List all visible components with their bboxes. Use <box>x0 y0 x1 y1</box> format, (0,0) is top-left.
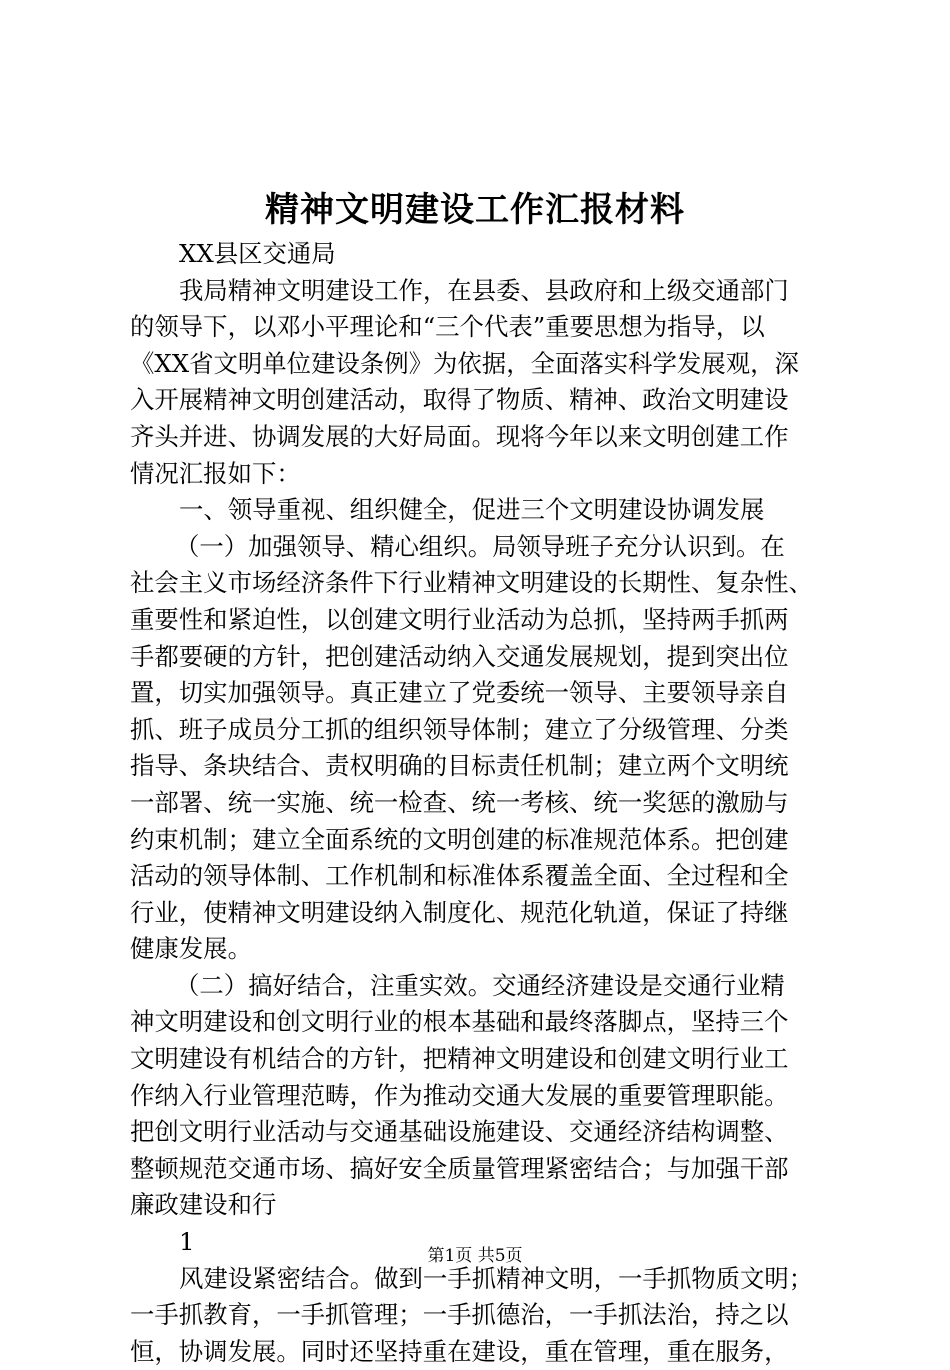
paragraph-line: 抓、班子成员分工抓的组织领导体制；建立了分级管理、分类 <box>130 714 789 744</box>
document-body <box>130 236 830 1370</box>
paragraph-line: 一手抓教育，一手抓管理；一手抓德治，一手抓法治，持之以 <box>130 1300 789 1330</box>
paragraph-line: 入开展精神文明创建活动，取得了物质、精神、政治文明建设 <box>130 385 789 415</box>
paragraph-line: 置，切实加强领导。真正建立了党委统一领导、主要领导亲自 <box>130 678 789 708</box>
subsection-heading-line: （二）搞好结合，注重实效。交通经济建设是交通行业精 <box>175 970 785 1000</box>
paragraph-line: 把创文明行业活动与交通基础设施建设、交通经济结构调整、 <box>130 1117 789 1147</box>
organization-line: XX县区交通局 <box>179 239 336 268</box>
paragraph-line: 社会主义市场经济条件下行业精神文明建设的长期性、复杂性、 <box>130 568 813 598</box>
paragraph-line: 指导、条块结合、责权明确的目标责任机制；建立两个文明统 <box>130 751 789 781</box>
paragraph-line: 齐头并进、协调发展的大好局面。现将今年以来文明创建工作 <box>130 421 789 451</box>
paragraph-line: 恒，协调发展。同时还坚持重在建设，重在管理，重在服务， <box>130 1336 789 1366</box>
paragraph-line: 的领导下，以邓小平理论和“三个代表”重要思想为指导，以 <box>130 312 765 342</box>
paragraph-line: 行业，使精神文明建设纳入制度化、规范化轨道，保证了持继 <box>130 897 789 927</box>
subsection-heading-line: （一）加强领导、精心组织。局领导班子充分认识到。在 <box>175 531 785 561</box>
paragraph-line: 整顿规范交通市场、搞好安全质量管理紧密结合；与加强干部 <box>130 1153 789 1183</box>
paragraph-line: 手都要硬的方针，把创建活动纳入交通发展规划，提到突出位 <box>130 641 789 671</box>
paragraph-line: 健康发展。 <box>130 934 252 964</box>
paragraph-line: 重要性和紧迫性，以创建文明行业活动为总抓，坚持两手抓两 <box>130 604 789 634</box>
paragraph-line: 《XX省文明单位建设条例》为依据，全面落实科学发展观，深 <box>130 348 799 378</box>
inline-page-number: 1 <box>179 1227 195 1257</box>
paragraph-line: 约束机制；建立全面系统的文明创建的标准规范体系。把创建 <box>130 824 789 854</box>
page-footer: 第1页 共5页 <box>427 1246 523 1266</box>
paragraph-line: 神文明建设和创文明行业的根本基础和最终落脚点，坚持三个 <box>130 1007 789 1037</box>
document-title: 精神文明建设工作汇报材料 <box>265 190 685 230</box>
paragraph-line: 活动的领导体制、工作机制和标准体系覆盖全面、全过程和全 <box>130 861 789 891</box>
section-heading: 一、领导重视、组织健全，促进三个文明建设协调发展 <box>179 495 765 525</box>
paragraph-line: 文明建设有机结合的方针，把精神文明建设和创建文明行业工 <box>130 1044 789 1074</box>
paragraph-line: 作纳入行业管理范畴，作为推动交通大发展的重要管理职能。 <box>130 1080 789 1110</box>
paragraph-line: 廉政建设和行 <box>130 1190 277 1220</box>
paragraph-line: 一部署、统一实施、统一检查、统一考核、统一奖惩的激励与 <box>130 787 789 817</box>
paragraph-line: 情况汇报如下： <box>130 458 301 488</box>
paragraph-line: 我局精神文明建设工作，在县委、县政府和上级交通部门 <box>179 275 789 305</box>
paragraph-line: 风建设紧密结合。做到一手抓精神文明，一手抓物质文明； <box>179 1263 814 1293</box>
